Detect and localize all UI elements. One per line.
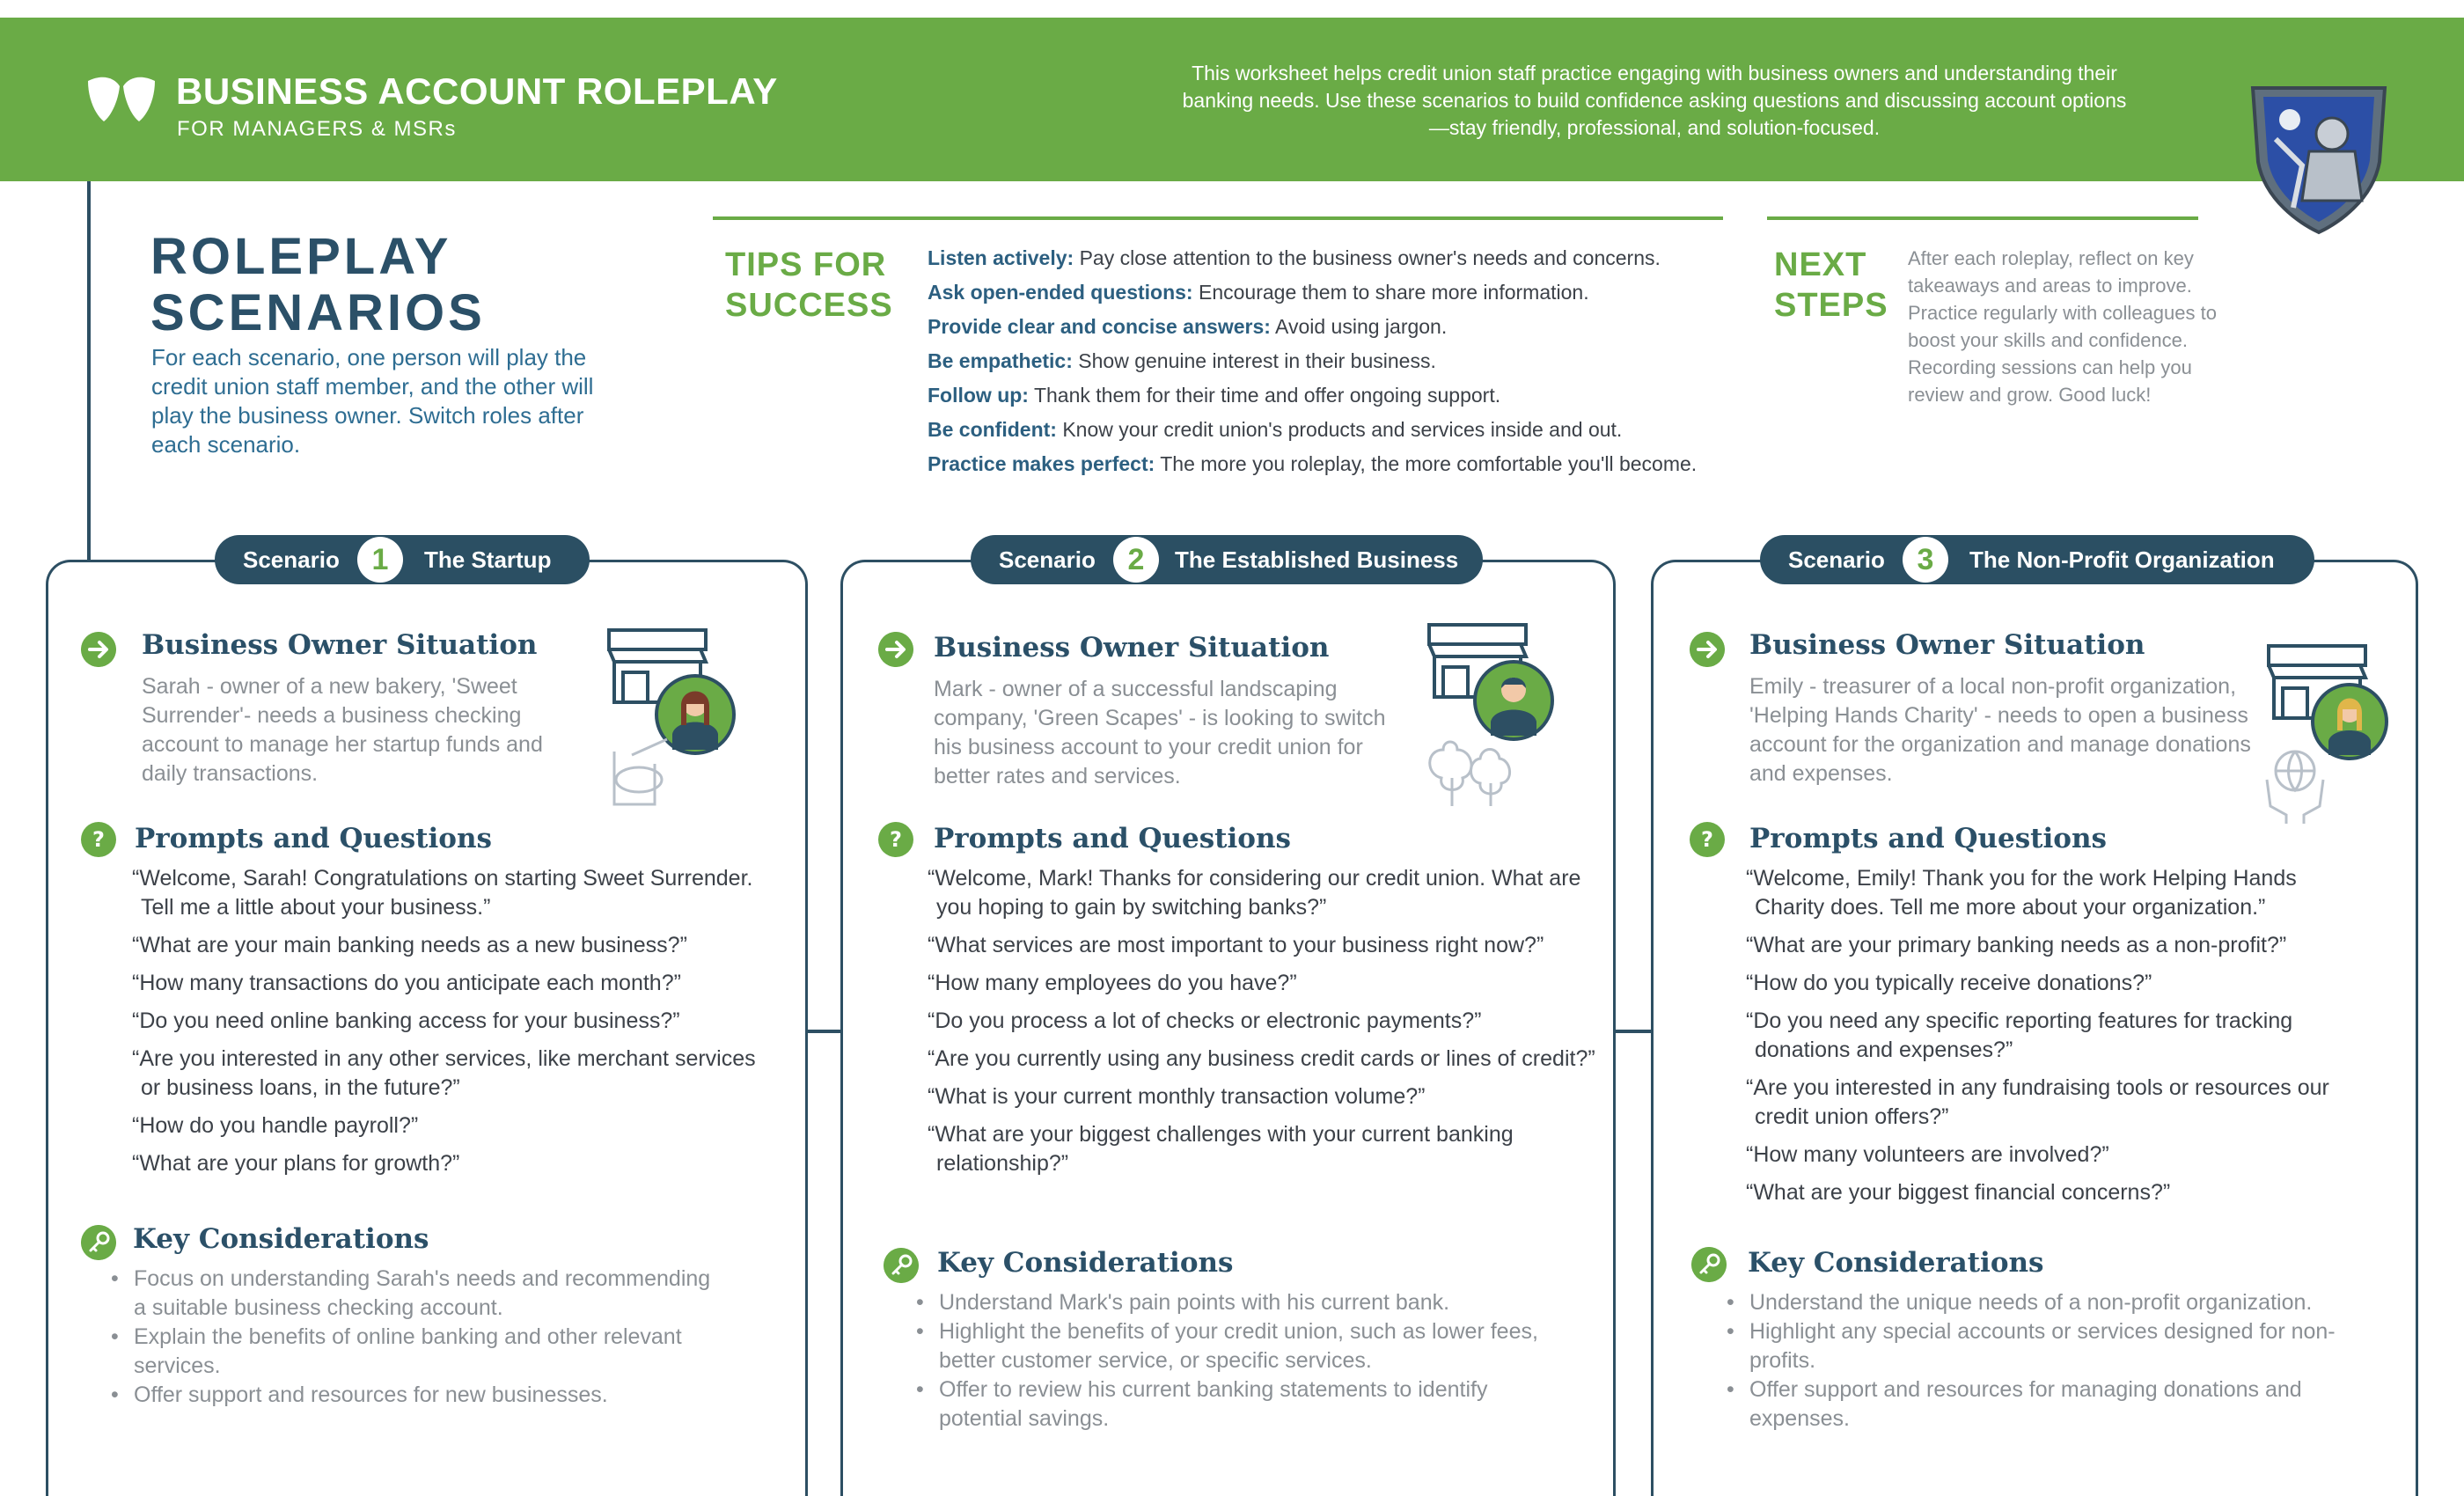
tip-item: Be empathetic: Show genuine interest in their business. <box>928 349 1436 372</box>
prompt-item: “What are your biggest challenges with your current banking relationship?” <box>928 1122 1514 1176</box>
scenario-1-pill <box>215 535 590 584</box>
question-bubble-icon <box>81 822 116 857</box>
next-steps-heading <box>1774 245 1888 326</box>
considerations-list <box>111 1265 727 1410</box>
consideration-item: • Focus on understanding Sarah's needs and recommending a suitable business checking account. <box>111 1265 727 1323</box>
scenario-name: The Startup <box>424 546 552 573</box>
key-icon <box>884 1248 919 1283</box>
left-divider-line <box>87 181 91 561</box>
woman-avatar-icon <box>656 676 734 753</box>
prompts-list <box>132 864 774 1187</box>
title-line-2: SCENARIOS <box>150 284 486 341</box>
considerations-list <box>916 1288 1567 1434</box>
key-icon <box>81 1225 116 1260</box>
scenario-name: The Established Business <box>1175 546 1459 573</box>
tip-item: Be confident: Know your credit union's products and services inside and out. <box>928 418 1623 441</box>
consideration-item: • Highlight any special accounts or services designed for non-profits. <box>1727 1317 2343 1375</box>
consideration-item: • Explain the benefits of online banking and other relevant services. <box>111 1323 727 1381</box>
tip-item: Follow up: Thank them for their time and offer ongoing support. <box>928 384 1501 407</box>
situation-text: Mark - owner of a successful landscaping company, 'Green Scapes' - is looking to switch his business account to your credit union for better rates and services. <box>934 677 1386 788</box>
globe-hands-icon <box>2267 752 2323 824</box>
card-connector <box>805 1030 843 1033</box>
tips-heading-line-2: SUCCESS <box>725 287 893 324</box>
next-heading-line-1: NEXT <box>1774 246 1867 283</box>
prompts-list <box>928 864 1596 1187</box>
svg-text:?: ? <box>92 827 105 852</box>
question-bubble-icon <box>1690 822 1725 857</box>
roleplay-scenarios-title <box>150 229 486 341</box>
tips-list <box>928 241 1772 481</box>
roleplay-instructions: For each scenario, one person will play the credit union staff member, and the other will play the business owner. Switch roles after each scenario. <box>151 344 594 458</box>
considerations-list <box>1727 1288 2343 1434</box>
scenario-number: 1 <box>357 537 403 583</box>
prompt-item: “Do you need any specific reporting features for tracking donations and expenses?” <box>1746 1008 2293 1062</box>
tips-heading <box>725 245 893 326</box>
tip-item: Provide clear and concise answers: Avoid using jargon. <box>928 315 1448 338</box>
prompts-heading: Prompts and Questions <box>1749 823 2107 854</box>
arrow-right-icon <box>81 632 116 667</box>
next-steps-top-rule <box>1767 216 2198 220</box>
prompt-item: “Are you interested in any other services, like merchant services or business loans, in the future?” <box>132 1046 756 1100</box>
prompt-item: “Are you interested in any fundraising tools or resources our credit union offers?” <box>1746 1075 2329 1129</box>
tips-heading-line-1: TIPS FOR <box>725 246 887 283</box>
prompt-item: “Do you need online banking access for your business?” <box>132 1008 680 1033</box>
prompt-item: “What are your primary banking needs as a non-profit?” <box>1746 933 2287 957</box>
prompt-item: “How many employees do you have?” <box>928 971 1297 995</box>
next-steps-text: After each roleplay, reflect on key takeaways and areas to improve. Practice regularly with colleagues to boost your skills and confidence. Recording sessions can help you review and grow. Good luck! <box>1908 247 2217 406</box>
svg-text:?: ? <box>890 827 902 852</box>
man-avatar-icon <box>1475 662 1552 739</box>
scenario-number: 2 <box>1113 537 1159 583</box>
prompt-item: “Welcome, Emily! Thank you for the work Helping Hands Charity does. Tell me more about your organization.” <box>1746 866 2297 920</box>
bakery-mixer-icon <box>614 739 667 804</box>
tip-item: Listen actively: Pay close attention to the business owner's needs and concerns. <box>928 246 1661 269</box>
scenario-number: 3 <box>1903 537 1948 583</box>
tips-top-rule <box>713 216 1723 220</box>
prompt-item: “Do you process a lot of checks or electronic payments?” <box>928 1008 1482 1033</box>
prompt-item: “What is your current monthly transaction volume?” <box>928 1084 1426 1109</box>
arrow-right-icon <box>878 632 913 667</box>
consideration-item: • Highlight the benefits of your credit union, such as lower fees, better customer service, or specific services. <box>916 1317 1567 1375</box>
trees-icon <box>1430 742 1510 806</box>
prompt-item: “How do you typically receive donations?” <box>1746 971 2152 995</box>
scenario-label: Scenario <box>243 546 340 573</box>
question-bubble-icon <box>878 822 913 857</box>
prompt-item: “What are your biggest financial concerns?” <box>1746 1180 2171 1205</box>
prompt-item: “How do you handle payroll?” <box>132 1113 419 1138</box>
prompt-item: “How many transactions do you anticipate each month?” <box>132 971 681 995</box>
tip-item: Practice makes perfect: The more you roleplay, the more comfortable you'll become. <box>928 452 1698 475</box>
consideration-item: • Understand Mark's pain points with his current bank. <box>916 1288 1567 1317</box>
situation-text: Sarah - owner of a new bakery, 'Sweet Surrender'- needs a business checking account to manage her startup funds and daily transactions. <box>142 674 543 786</box>
consideration-item: • Understand the unique needs of a non-profit organization. <box>1727 1288 2343 1317</box>
situation-text: Emily - treasurer of a local non-profit organization, 'Helping Hands Charity' - needs to open a business account for the organization and manage donations and expenses. <box>1749 674 2251 786</box>
situation-heading: Business Owner Situation <box>934 632 1330 664</box>
prompt-item: “Welcome, Sarah! Congratulations on starting Sweet Surrender. Tell me a little about your business.” <box>132 866 753 920</box>
arrow-right-icon <box>1690 632 1725 667</box>
scenario-2-pill <box>971 535 1483 584</box>
consideration-item: • Offer support and resources for managing donations and expenses. <box>1727 1375 2343 1434</box>
startup-illustration <box>597 623 755 817</box>
svg-text:?: ? <box>1701 827 1713 852</box>
scenario-label: Scenario <box>999 546 1096 573</box>
established-illustration <box>1417 618 1575 811</box>
card-connector <box>1613 1030 1654 1033</box>
considerations-heading: Key Considerations <box>937 1247 1234 1279</box>
scenario-label: Scenario <box>1788 546 1885 573</box>
tip-item: Ask open-ended questions: Encourage them to share more information. <box>928 281 1589 304</box>
header-subtitle: FOR MANAGERS & MSRs <box>177 117 457 141</box>
woman-avatar-icon <box>2313 685 2387 759</box>
situation-heading: Business Owner Situation <box>1749 629 2145 661</box>
header-title: BUSINESS ACCOUNT ROLEPLAY <box>176 70 778 112</box>
prompt-item: “Are you currently using any business credit cards or lines of credit?” <box>928 1046 1595 1071</box>
knight-crest-icon <box>2240 77 2397 236</box>
title-line-1: ROLEPLAY <box>150 228 452 285</box>
prompt-item: “How many volunteers are involved?” <box>1746 1142 2109 1167</box>
prompt-item: “Welcome, Mark! Thanks for considering our credit union. What are you hoping to gain by switching banks?” <box>928 866 1581 920</box>
prompt-item: “What services are most important to your business right now?” <box>928 933 1544 957</box>
header-description: This worksheet helps credit union staff practice engaging with business owners and understanding their banking needs. Use these scenarios to build confidence asking questions and discussing account options—stay friendly, professional, and solution-focused. <box>1182 62 2127 139</box>
consideration-item: • Offer support and resources for new businesses. <box>111 1381 727 1410</box>
next-heading-line-2: STEPS <box>1774 287 1888 324</box>
situation-heading: Business Owner Situation <box>142 629 538 661</box>
scenario-3-pill <box>1760 535 2314 584</box>
nonprofit-illustration <box>2260 639 2418 832</box>
prompt-item: “What are your plans for growth?” <box>132 1151 460 1176</box>
prompts-heading: Prompts and Questions <box>934 823 1291 854</box>
prompts-list <box>1746 864 2362 1216</box>
prompts-heading: Prompts and Questions <box>135 823 492 854</box>
considerations-heading: Key Considerations <box>133 1223 429 1255</box>
key-icon <box>1691 1247 1727 1282</box>
prompt-item: “What are your main banking needs as a new business?” <box>132 933 687 957</box>
credit-union-logo-icon <box>84 72 158 125</box>
consideration-item: • Offer to review his current banking statements to identify potential savings. <box>916 1375 1567 1434</box>
considerations-heading: Key Considerations <box>1748 1247 2044 1279</box>
scenario-name: The Non-Profit Organization <box>1969 546 2275 573</box>
